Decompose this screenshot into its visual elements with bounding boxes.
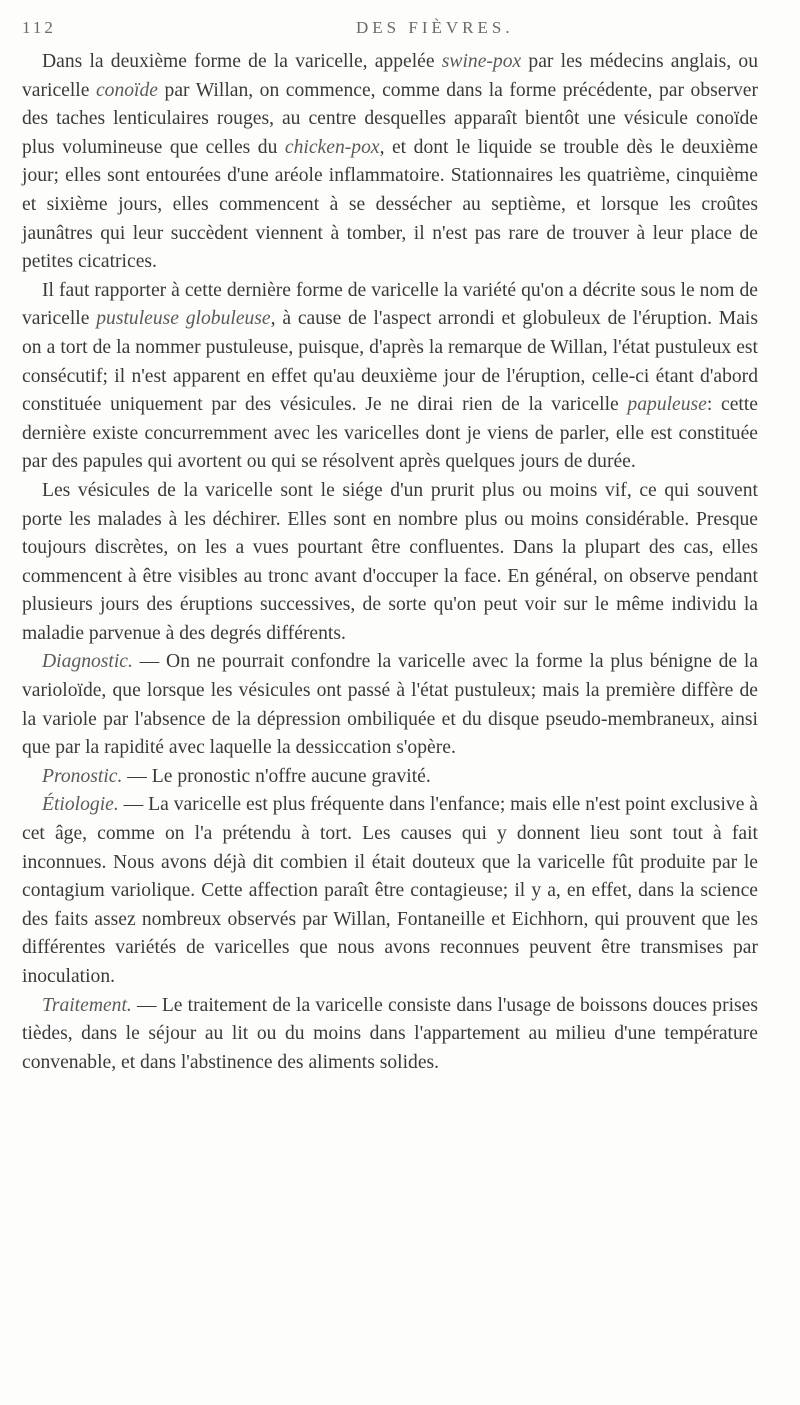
text-run: , et dont le liquide se trouble dès le deuxième jour; elles sont entourées d'une aréole inflammatoire. Stationnaires les quatrième, cinquième et sixième jours, elles commencent à se dessécher au septième, et lorsque les croûtes jaunâtres qui leur succèdent viennent à tomber, il n'est pas rare de trouver à leur place de petites cicatrices. [22, 136, 758, 273]
italic-term: chicken-pox [284, 136, 380, 158]
running-title: DES FIÈVRES. [356, 18, 514, 37]
paragraph [22, 648, 758, 762]
text-run: Il faut rapporter à cette dernière forme de varicelle la variété qu'on a décrite sous le nom de varicelle [22, 279, 758, 330]
paragraph [22, 992, 758, 1078]
running-head [22, 18, 762, 42]
italic-term: Diagnostic. [42, 651, 133, 673]
text-run: — Le pronostic n'offre aucune gravité. [122, 765, 431, 787]
text-run: — La varicelle est plus fréquente dans l'enfance; mais elle n'est point exclusive à cet âge, comme on l'a prétendu à tort. Les causes qui y donnent lieu sont tout à fait inconnues. Nous avons déjà dit combien il était douteux que la varicelle fût produite par le contagium variolique. Cette affection paraît être contagieuse; il y a, en effet, dans la science des faits assez nombreux observés par Willan, Fontaneille et Eichhorn, qui prouvent que les différentes variétés de varicelles que nous avons reconnues peuvent être transmises par inoculation. [22, 794, 758, 987]
text-run: — On ne pourrait confondre la varicelle avec la forme la plus bénigne de la varioloïde, que lorsque les vésicules ont passé à l'état pustuleux; mais la première diffère de la variole par l'absence de la dépression ombiliquée et du disque pseudo-membraneux, ainsi que par la rapidité avec laquelle la dessiccation s'opère. [22, 651, 758, 759]
page-number: 112 [22, 18, 56, 37]
body-text [22, 48, 758, 1077]
text-run: Dans la deuxième forme de la varicelle, appelée [42, 51, 442, 72]
text-run: : cette dernière existe concurremment avec les varicelles dont je viens de parler, elle est constituée par des papules qui avortent ou qui se résolvent après quelques jours de durée. [22, 394, 758, 473]
paragraph [22, 763, 758, 792]
text-run: , à cause de l'aspect arrondi et globuleux de l'éruption. Mais on a tort de la nommer pustuleuse, puisque, d'après la remarque de Willan, l'état pustuleux est consécutif; il n'est apparent en effet qu'au deuxième jour de l'éruption, celle-ci étant d'abord constituée uniquement par des vésicules. Je ne dirai rien de la varicelle [22, 308, 758, 416]
text-run: par Willan, on commence, comme dans la forme précédente, par observer des taches lenticulaires rouges, au centre desquelles apparaît bientôt une vésicule conoïde plus volumineuse que celles du [22, 79, 758, 158]
paragraph [22, 277, 758, 477]
italic-term: Étiologie. [42, 794, 119, 816]
text-run: — Le traitement de la varicelle consiste dans l'usage de boissons douces prises tièdes, dans le séjour au lit ou du moins dans l'appartement au milieu d'une température convenable, et dans l'abstinence des aliments solides. [22, 994, 758, 1073]
paragraph [22, 477, 758, 649]
italic-term: papuleuse [627, 394, 707, 416]
text-run: Les vésicules de la varicelle sont le siége d'un prurit plus ou moins vif, ce qui souvent porte les malades à les déchirer. Elles sont en nombre plus ou moins considérable. Presque toujours discrètes, on les a vues pourtant être confluentes. Dans la plupart des cas, elles commencent à être visibles au tronc avant d'occuper la face. En général, on observe pendant plusieurs jours des éruptions successives, de sorte qu'on peut voir sur le même individu la maladie parvenue à des degrés différents. [22, 479, 758, 644]
italic-term: pustuleuse globuleuse [96, 308, 271, 330]
paragraph [22, 48, 758, 277]
text-run: par les médecins anglais, ou varicelle [22, 51, 758, 101]
italic-term: Traitement. [42, 994, 132, 1016]
italic-term: conoïde [95, 79, 158, 101]
italic-term: Pronostic. [42, 765, 123, 787]
paragraph [22, 791, 758, 991]
italic-term: swine-pox [441, 51, 522, 72]
